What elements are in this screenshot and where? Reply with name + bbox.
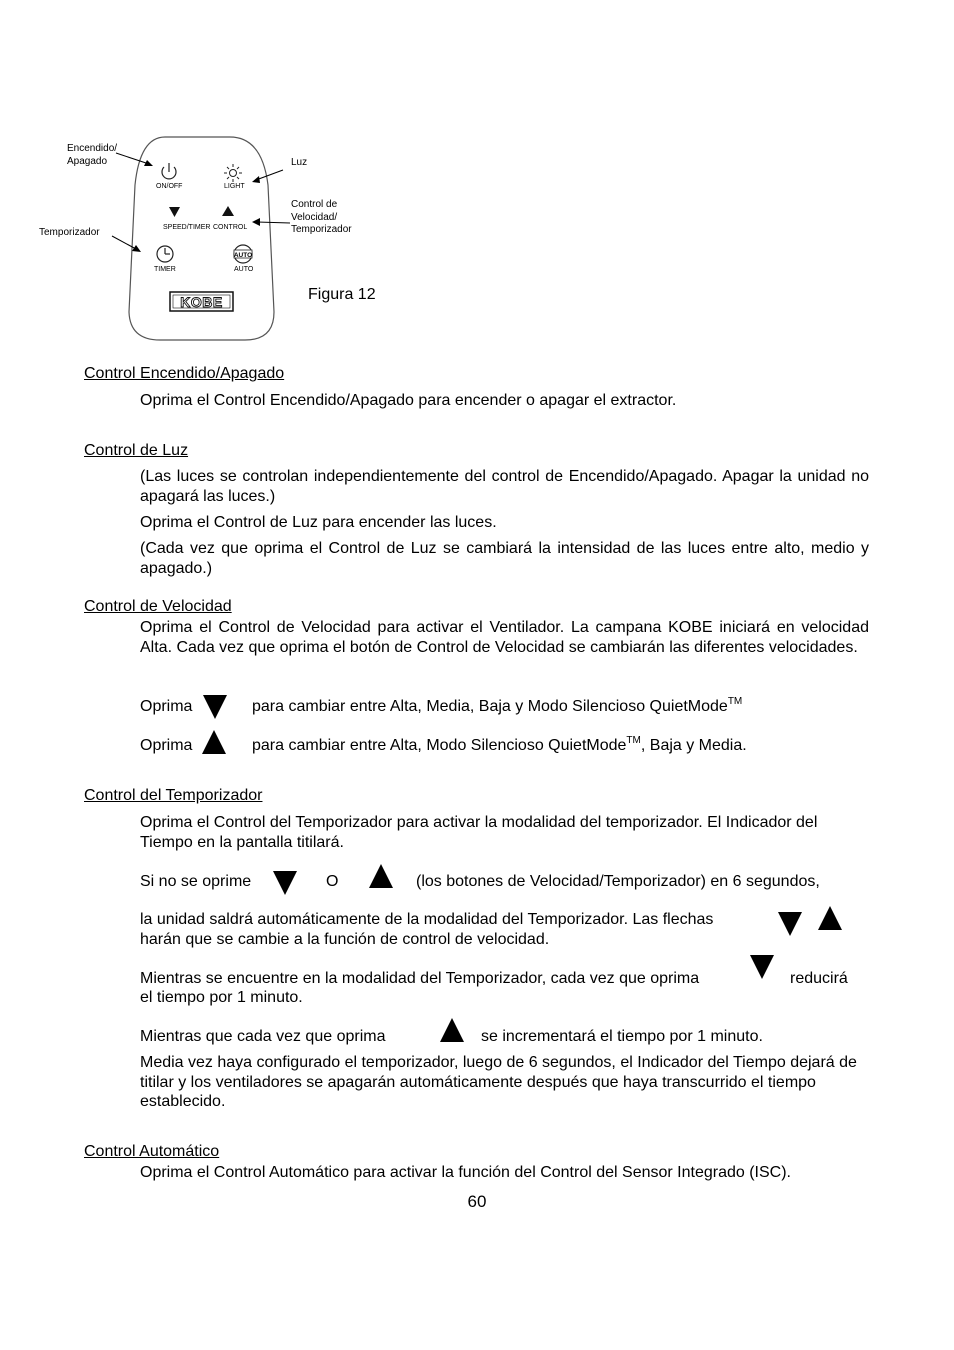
timer-plus-b: se incrementará el tiempo por 1 minuto.: [481, 1028, 763, 1045]
timer-o: O: [326, 873, 339, 890]
arrow-down-icon: [203, 695, 227, 719]
callout-timer: Temporizador: [39, 227, 100, 238]
arrow-up-icon: [818, 906, 842, 930]
control-label: CONTROL: [213, 224, 248, 231]
arrow-up-icon: [369, 864, 393, 888]
timer-exit-line-1: la unidad saldrá automáticamente de la modalidad del Temporizador. Las flechas: [140, 911, 714, 928]
timer-reducira: reducirá: [790, 970, 848, 987]
callout-light: Luz: [291, 157, 308, 168]
kobe-logo: [170, 292, 233, 311]
on-off-label: ON/OFF: [156, 183, 183, 190]
timer-minus-line-2: el tiempo por 1 minuto.: [140, 989, 303, 1006]
light-label: LIGHT: [224, 183, 245, 190]
auto-heading: Control Automático: [84, 1143, 220, 1160]
auto-icon: [234, 245, 252, 263]
speed-down-icon: [169, 207, 180, 217]
timer-minus-line-1: Mientras se encuentre en la modalidad del Temporizador, cada vez que oprima: [140, 970, 700, 987]
remote-illustration: [0, 0, 954, 350]
power-heading: Control Encendido/Apagado: [84, 365, 285, 382]
speed-paragraph: Oprima el Control de Velocidad para activar el Ventilador. La campana KOBE iniciará en velocidad Alta. Cada vez que oprima el botón de Control de Velocidad se cambiarán las diferentes velocidades.: [140, 619, 869, 656]
power-text: Oprima el Control Encendido/Apagado para encender o apagar el extractor.: [140, 392, 677, 409]
timer-heading: Control del Temporizador: [84, 787, 263, 804]
power-icon: [162, 163, 176, 179]
light-paragraph-3: (Cada vez que oprima el Control de Luz se cambiará la intensidad de las luces entre alto, medio y apagado.): [140, 540, 869, 577]
control-up-icon: [222, 206, 234, 216]
timer-label: TIMER: [154, 266, 176, 273]
speed-timer-label: SPEED/TIMER: [163, 224, 211, 231]
light-heading: Control de Luz: [84, 442, 189, 459]
figure-caption: Figura 12: [308, 286, 376, 303]
timer-icon: [157, 246, 173, 262]
timer-plus-a: Mientras que cada vez que oprima: [140, 1028, 386, 1045]
light-paragraph-2: Oprima el Control de Luz para encender las luces.: [140, 514, 497, 531]
light-icon: [224, 164, 242, 182]
timer-buttons-text: (los botones de Velocidad/Temporizador) en 6 segundos,: [416, 873, 820, 890]
speed-down-oprima: Oprima: [140, 698, 193, 715]
arrow-up-icon: [202, 730, 226, 754]
arrow-down-icon: [273, 871, 297, 895]
auto-label: AUTO: [234, 266, 254, 273]
timer-paragraph-1: Oprima el Control del Temporizador para activar la modalidad del temporizador. El Indicador del Tiempo en la pantalla titilará.: [140, 814, 818, 851]
callout-speed: Control de Velocidad/ Temporizador: [291, 199, 352, 235]
timer-exit-line-2: harán que se cambie a la función de control de velocidad.: [140, 931, 550, 948]
arrow-up-icon: [440, 1018, 464, 1042]
svg-text:KOBE: KOBE: [180, 294, 223, 310]
speed-up-text: para cambiar entre Alta, Modo Silencioso QuietMode™, Baja y Media.: [252, 735, 747, 754]
callout-power: Encendido/ Apagado: [67, 143, 118, 167]
svg-text:AUTO: AUTO: [233, 252, 253, 259]
timer-paragraph-last: Media vez haya configurado el temporizador, luego de 6 segundos, el Indicador del Tiempo dejará de titilar y los ventiladores se apagarán automáticamente después que haya transcurrido el tiempo establecido.: [140, 1054, 857, 1111]
auto-text: Oprima el Control Automático para activar la función del Control del Sensor Integrado (ISC).: [140, 1164, 791, 1181]
arrow-down-icon: [778, 912, 802, 936]
page-number: 60: [467, 1192, 487, 1211]
speed-heading: Control de Velocidad: [84, 598, 232, 615]
arrow-down-icon: [750, 955, 774, 979]
speed-up-oprima: Oprima: [140, 737, 193, 754]
timer-si-no: Si no se oprime: [140, 873, 252, 890]
speed-down-text: para cambiar entre Alta, Media, Baja y Modo Silencioso QuietMode™: [252, 696, 743, 715]
light-paragraph-1: (Las luces se controlan independientemente del control de Encendido/Apagado. Apagar la unidad no apagará las luces.): [140, 468, 869, 505]
